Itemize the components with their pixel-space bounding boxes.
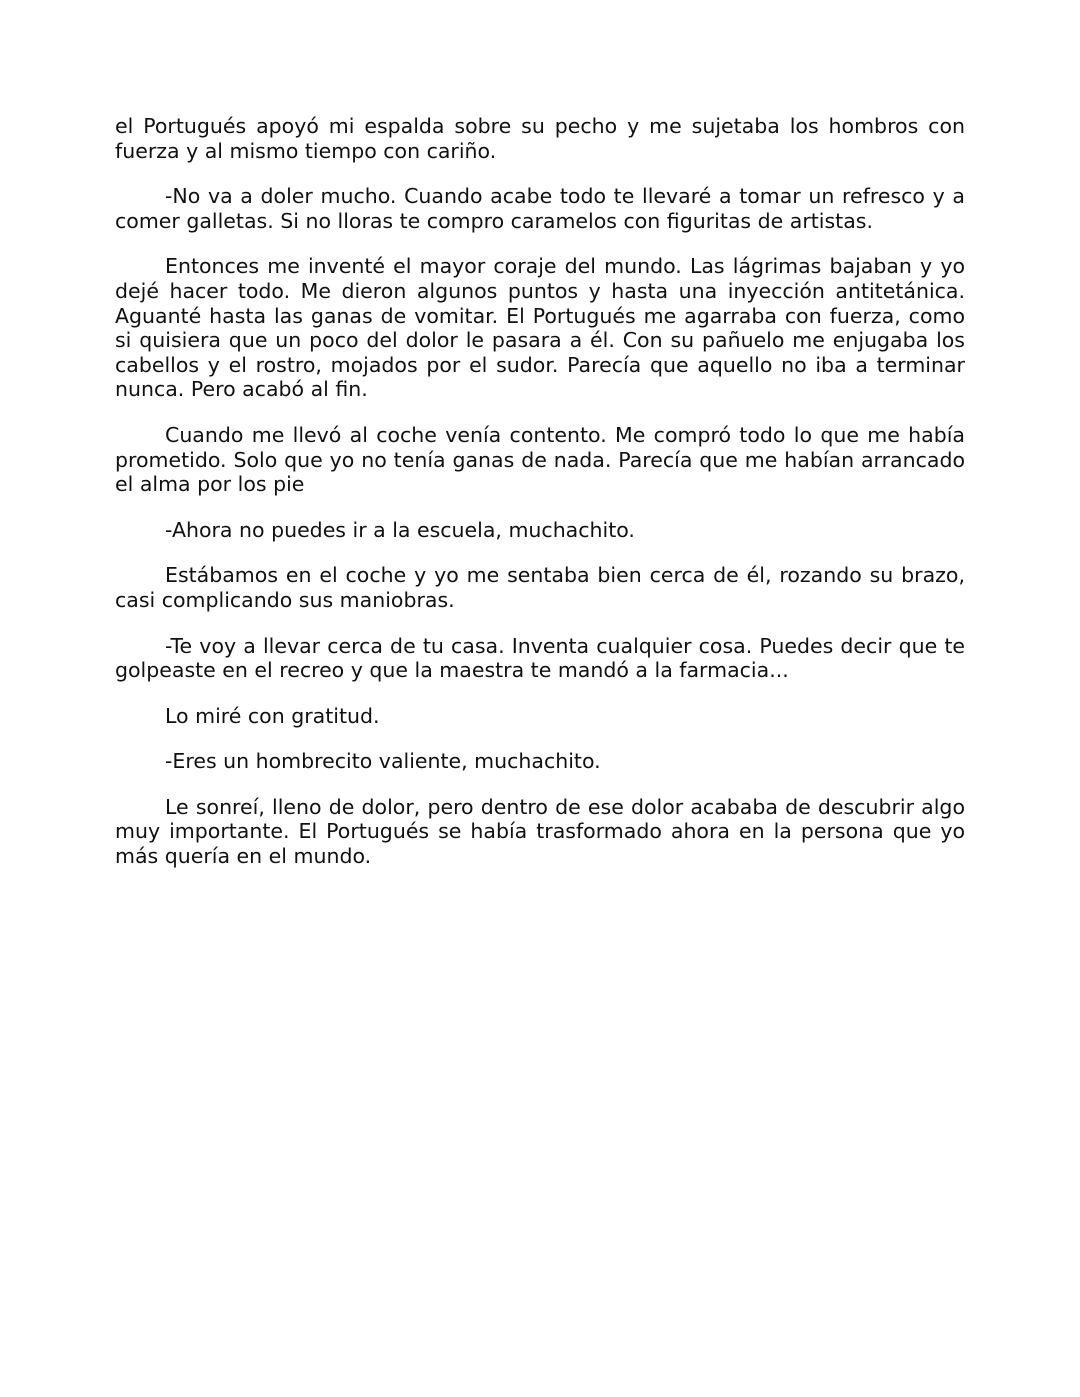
paragraph: -Ahora no puedes ir a la escuela, muchachito. — [165, 517, 635, 542]
paragraph: -Te voy a llevar cerca de tu casa. Inventa cualquier cosa. Puedes decir que te golpeaste en el recreo y que la maestra te mandó a la farmacia... — [115, 633, 965, 683]
paragraph: Lo miré con gratitud. — [165, 703, 380, 728]
paragraph: Entonces me inventé el mayor coraje del mundo. Las lágrimas bajaban y yo dejé hacer todo. Me dieron algunos puntos y hasta una inyección antitetánica. Aguanté hasta las ganas de vomitar. El Portugués me agarraba con fuerza, como si quisiera que un poco del dolor le pasara a él. Con su pañuelo me enjugaba los cabellos y el rostro, mojados por el sudor. Parecía que aquello no iba a terminar nunca. Pero acabó al fin. — [115, 254, 965, 402]
paragraph: Estábamos en el coche y yo me sentaba bien cerca de él, rozando su brazo, casi complicando sus maniobras. — [115, 563, 965, 612]
paragraph: Cuando me llevó al coche venía contento. Me compró todo lo que me había prometido. Solo que yo no tenía ganas de nada. Parecía que me habían arrancado el alma por los pie — [115, 422, 965, 497]
document-body — [115, 114, 965, 890]
paragraph: Le sonreí, lleno de dolor, pero dentro de ese dolor acababa de descubrir algo muy importante. El Portugués se había trasformado ahora en la persona que yo más quería en el mundo. — [115, 794, 965, 869]
paragraph: el Portugués apoyó mi espalda sobre su pecho y me sujetaba los hombros con fuerza y al mismo tiempo con cariño. — [115, 114, 965, 163]
paragraph: -No va a doler mucho. Cuando acabe todo te llevaré a tomar un refresco y a comer galletas. Si no lloras te compro caramelos con figuritas de artistas. — [115, 184, 965, 233]
paragraph: -Eres un hombrecito valiente, muchachito. — [165, 749, 601, 774]
